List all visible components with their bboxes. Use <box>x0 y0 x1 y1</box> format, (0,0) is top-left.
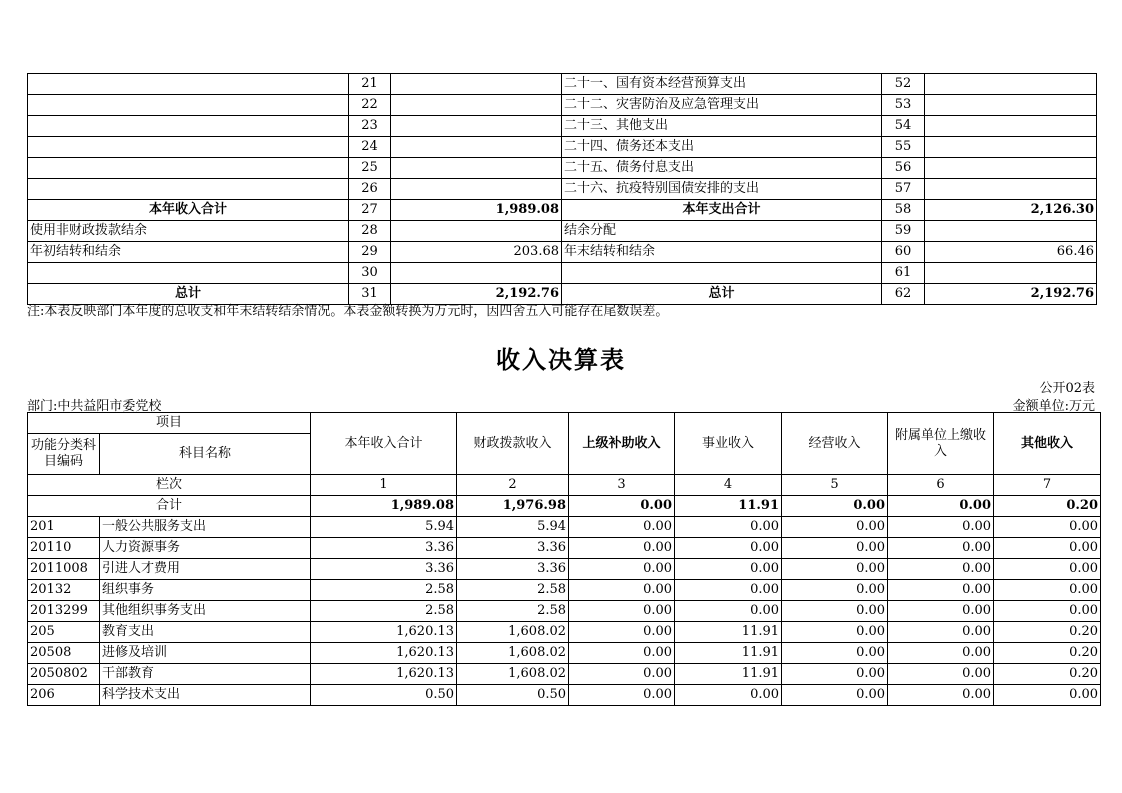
subject-name: 组织事务 <box>100 580 311 601</box>
line-label: 栏次 <box>28 475 311 496</box>
subject-name: 干部教育 <box>100 664 311 685</box>
amount-cell: 11.91 <box>675 643 782 664</box>
summary-left-label: 总计 <box>28 284 349 305</box>
summary-right-line: 54 <box>882 116 925 137</box>
table-row <box>28 580 1101 601</box>
summary-left-label <box>28 263 349 284</box>
amount-unit-label: 金额单位:万元 <box>1012 399 1095 414</box>
line-number: 1 <box>311 475 457 496</box>
line-number: 5 <box>782 475 888 496</box>
summary-left-amount <box>391 263 562 284</box>
summary-left-line: 27 <box>349 200 391 221</box>
summary-left-amount: 2,192.76 <box>391 284 562 305</box>
summary-left-line: 24 <box>349 137 391 158</box>
summary-left-label: 使用非财政拨款结余 <box>28 221 349 242</box>
summary-right-label: 总计 <box>562 284 882 305</box>
subject-code: 20132 <box>28 580 100 601</box>
summary-table-body <box>28 74 1097 305</box>
summary-right-label: 二十一、国有资本经营预算支出 <box>562 74 882 95</box>
summary-right-amount <box>925 95 1097 116</box>
summary-left-line: 23 <box>349 116 391 137</box>
amount-cell: 0.50 <box>457 685 569 706</box>
total-value: 11.91 <box>675 496 782 517</box>
table-row <box>28 622 1101 643</box>
amount-cell: 0.20 <box>994 664 1101 685</box>
summary-left-line: 29 <box>349 242 391 263</box>
header-operating: 经营收入 <box>782 413 888 475</box>
department-label: 部门:中共益阳市委党校 <box>27 399 162 414</box>
income-rows <box>28 517 1101 706</box>
summary-row <box>28 158 1097 179</box>
total-label: 合计 <box>28 496 311 517</box>
line-number: 7 <box>994 475 1101 496</box>
line-number: 6 <box>888 475 994 496</box>
header-other: 其他收入 <box>994 413 1101 475</box>
amount-cell: 1,608.02 <box>457 643 569 664</box>
summary-right-amount: 66.46 <box>925 242 1097 263</box>
subject-code: 2011008 <box>28 559 100 580</box>
amount-cell: 0.00 <box>675 517 782 538</box>
summary-row <box>28 242 1097 263</box>
summary-left-label <box>28 95 349 116</box>
amount-cell: 0.00 <box>888 664 994 685</box>
amount-cell: 0.00 <box>994 559 1101 580</box>
amount-cell: 0.00 <box>888 538 994 559</box>
amount-cell: 0.00 <box>994 538 1101 559</box>
subject-code: 205 <box>28 622 100 643</box>
amount-cell: 2.58 <box>311 601 457 622</box>
summary-left-label: 年初结转和结余 <box>28 242 349 263</box>
header-total: 本年收入合计 <box>311 413 457 475</box>
amount-cell: 0.00 <box>569 643 675 664</box>
header-name: 科目名称 <box>100 434 311 475</box>
summary-row <box>28 221 1097 242</box>
amount-cell: 1,620.13 <box>311 643 457 664</box>
summary-right-amount <box>925 116 1097 137</box>
amount-cell: 0.00 <box>994 580 1101 601</box>
subject-name: 人力资源事务 <box>100 538 311 559</box>
summary-right-amount <box>925 137 1097 158</box>
amount-cell: 0.00 <box>675 685 782 706</box>
summary-right-label: 年末结转和结余 <box>562 242 882 263</box>
summary-right-line: 58 <box>882 200 925 221</box>
subject-name: 科学技术支出 <box>100 685 311 706</box>
amount-cell: 0.00 <box>782 643 888 664</box>
summary-right-line: 52 <box>882 74 925 95</box>
header-subsidy: 上级补助收入 <box>569 413 675 475</box>
amount-cell: 0.00 <box>569 664 675 685</box>
summary-left-amount <box>391 116 562 137</box>
amount-cell: 0.00 <box>569 559 675 580</box>
summary-right-amount <box>925 221 1097 242</box>
amount-cell: 0.00 <box>569 517 675 538</box>
summary-left-line: 21 <box>349 74 391 95</box>
amount-cell: 0.00 <box>994 517 1101 538</box>
subject-code: 2013299 <box>28 601 100 622</box>
total-row <box>28 496 1101 517</box>
summary-left-label <box>28 158 349 179</box>
amount-cell: 0.00 <box>782 664 888 685</box>
form-number: 公开02表 <box>1039 381 1095 396</box>
amount-cell: 0.00 <box>782 517 888 538</box>
amount-cell: 0.00 <box>994 601 1101 622</box>
amount-cell: 1,620.13 <box>311 664 457 685</box>
line-number: 4 <box>675 475 782 496</box>
header-affiliated: 附属单位上缴收入 <box>888 413 994 475</box>
amount-cell: 2.58 <box>457 601 569 622</box>
amount-cell: 3.36 <box>457 538 569 559</box>
amount-cell: 3.36 <box>311 559 457 580</box>
total-value: 1,989.08 <box>311 496 457 517</box>
summary-row <box>28 179 1097 200</box>
summary-row <box>28 74 1097 95</box>
amount-cell: 0.20 <box>994 622 1101 643</box>
amount-cell: 0.00 <box>888 643 994 664</box>
summary-right-line: 56 <box>882 158 925 179</box>
summary-left-amount <box>391 74 562 95</box>
amount-cell: 0.00 <box>569 685 675 706</box>
summary-left-line: 22 <box>349 95 391 116</box>
summary-left-label <box>28 179 349 200</box>
total-value: 1,976.98 <box>457 496 569 517</box>
table-row <box>28 559 1101 580</box>
line-number-row <box>28 475 1101 496</box>
total-value: 0.20 <box>994 496 1101 517</box>
summary-left-label: 本年收入合计 <box>28 200 349 221</box>
summary-left-line: 25 <box>349 158 391 179</box>
line-number: 3 <box>569 475 675 496</box>
table-row <box>28 685 1101 706</box>
summary-right-label: 二十五、债务付息支出 <box>562 158 882 179</box>
table-row <box>28 643 1101 664</box>
line-number: 2 <box>457 475 569 496</box>
header-item: 项目 <box>28 413 311 434</box>
summary-left-amount <box>391 95 562 116</box>
amount-cell: 0.00 <box>675 601 782 622</box>
amount-cell: 3.36 <box>457 559 569 580</box>
amount-cell: 3.36 <box>311 538 457 559</box>
income-statement-table <box>27 412 1101 706</box>
amount-cell: 5.94 <box>311 517 457 538</box>
summary-left-line: 30 <box>349 263 391 284</box>
amount-cell: 0.00 <box>569 538 675 559</box>
summary-right-line: 53 <box>882 95 925 116</box>
summary-right-line: 61 <box>882 263 925 284</box>
amount-cell: 0.50 <box>311 685 457 706</box>
amount-cell: 0.00 <box>782 601 888 622</box>
total-value: 0.00 <box>569 496 675 517</box>
amount-cell: 0.00 <box>569 622 675 643</box>
subject-code: 206 <box>28 685 100 706</box>
amount-cell: 0.00 <box>888 622 994 643</box>
summary-row <box>28 284 1097 305</box>
summary-right-label <box>562 263 882 284</box>
amount-cell: 0.00 <box>675 559 782 580</box>
summary-right-amount <box>925 158 1097 179</box>
amount-cell: 0.00 <box>994 685 1101 706</box>
summary-left-amount <box>391 158 562 179</box>
summary-right-amount <box>925 179 1097 200</box>
summary-right-label: 本年支出合计 <box>562 200 882 221</box>
amount-cell: 5.94 <box>457 517 569 538</box>
header-code: 功能分类科目编码 <box>28 434 100 475</box>
summary-left-amount <box>391 179 562 200</box>
summary-row <box>28 263 1097 284</box>
amount-cell: 0.00 <box>569 580 675 601</box>
summary-row <box>28 116 1097 137</box>
amount-cell: 0.00 <box>888 601 994 622</box>
page-title: 收入决算表 <box>496 346 626 374</box>
summary-left-line: 31 <box>349 284 391 305</box>
header-fiscal: 财政拨款收入 <box>457 413 569 475</box>
summary-row <box>28 137 1097 158</box>
subject-name: 一般公共服务支出 <box>100 517 311 538</box>
amount-cell: 0.00 <box>675 538 782 559</box>
total-value: 0.00 <box>888 496 994 517</box>
summary-left-amount: 203.68 <box>391 242 562 263</box>
table-row <box>28 538 1101 559</box>
summary-right-line: 59 <box>882 221 925 242</box>
amount-cell: 2.58 <box>457 580 569 601</box>
total-value: 0.00 <box>782 496 888 517</box>
amount-cell: 1,608.02 <box>457 622 569 643</box>
summary-left-amount <box>391 221 562 242</box>
summary-right-line: 57 <box>882 179 925 200</box>
amount-cell: 2.58 <box>311 580 457 601</box>
subject-name: 教育支出 <box>100 622 311 643</box>
summary-left-line: 26 <box>349 179 391 200</box>
subject-code: 201 <box>28 517 100 538</box>
summary-row <box>28 200 1097 221</box>
summary-right-amount <box>925 74 1097 95</box>
summary-right-line: 62 <box>882 284 925 305</box>
summary-right-amount: 2,126.30 <box>925 200 1097 221</box>
income-expense-summary-table <box>27 73 1097 305</box>
amount-cell: 0.00 <box>782 622 888 643</box>
summary-left-line: 28 <box>349 221 391 242</box>
subject-code: 20508 <box>28 643 100 664</box>
amount-cell: 0.00 <box>782 538 888 559</box>
amount-cell: 0.00 <box>782 685 888 706</box>
summary-right-line: 55 <box>882 137 925 158</box>
summary-left-label <box>28 74 349 95</box>
summary-left-label <box>28 137 349 158</box>
subject-code: 2050802 <box>28 664 100 685</box>
amount-cell: 0.00 <box>782 580 888 601</box>
amount-cell: 0.00 <box>888 517 994 538</box>
summary-right-label: 二十二、灾害防治及应急管理支出 <box>562 95 882 116</box>
table-note: 注:本表反映部门本年度的总收支和年末结转结余情况。本表金额转换为万元时，因四舍五入可能存在尾数误差。 <box>27 304 669 319</box>
summary-right-amount <box>925 263 1097 284</box>
summary-right-label: 二十六、抗疫特别国债安排的支出 <box>562 179 882 200</box>
amount-cell: 1,608.02 <box>457 664 569 685</box>
summary-left-amount: 1,989.08 <box>391 200 562 221</box>
amount-cell: 0.00 <box>888 559 994 580</box>
amount-cell: 1,620.13 <box>311 622 457 643</box>
summary-right-label: 二十三、其他支出 <box>562 116 882 137</box>
subject-name: 引进人才费用 <box>100 559 311 580</box>
header-row-1 <box>28 413 1101 434</box>
table-row <box>28 601 1101 622</box>
amount-cell: 11.91 <box>675 622 782 643</box>
summary-right-label: 二十四、债务还本支出 <box>562 137 882 158</box>
table-row <box>28 664 1101 685</box>
table-row <box>28 517 1101 538</box>
amount-cell: 0.00 <box>782 559 888 580</box>
subject-code: 20110 <box>28 538 100 559</box>
amount-cell: 0.00 <box>888 685 994 706</box>
amount-cell: 0.00 <box>569 601 675 622</box>
amount-cell: 0.00 <box>888 580 994 601</box>
amount-cell: 11.91 <box>675 664 782 685</box>
summary-right-amount: 2,192.76 <box>925 284 1097 305</box>
summary-right-label: 结余分配 <box>562 221 882 242</box>
summary-row <box>28 95 1097 116</box>
summary-left-amount <box>391 137 562 158</box>
amount-cell: 0.20 <box>994 643 1101 664</box>
amount-cell: 0.00 <box>675 580 782 601</box>
summary-left-label <box>28 116 349 137</box>
subject-name: 其他组织事务支出 <box>100 601 311 622</box>
summary-right-line: 60 <box>882 242 925 263</box>
header-business: 事业收入 <box>675 413 782 475</box>
subject-name: 进修及培训 <box>100 643 311 664</box>
